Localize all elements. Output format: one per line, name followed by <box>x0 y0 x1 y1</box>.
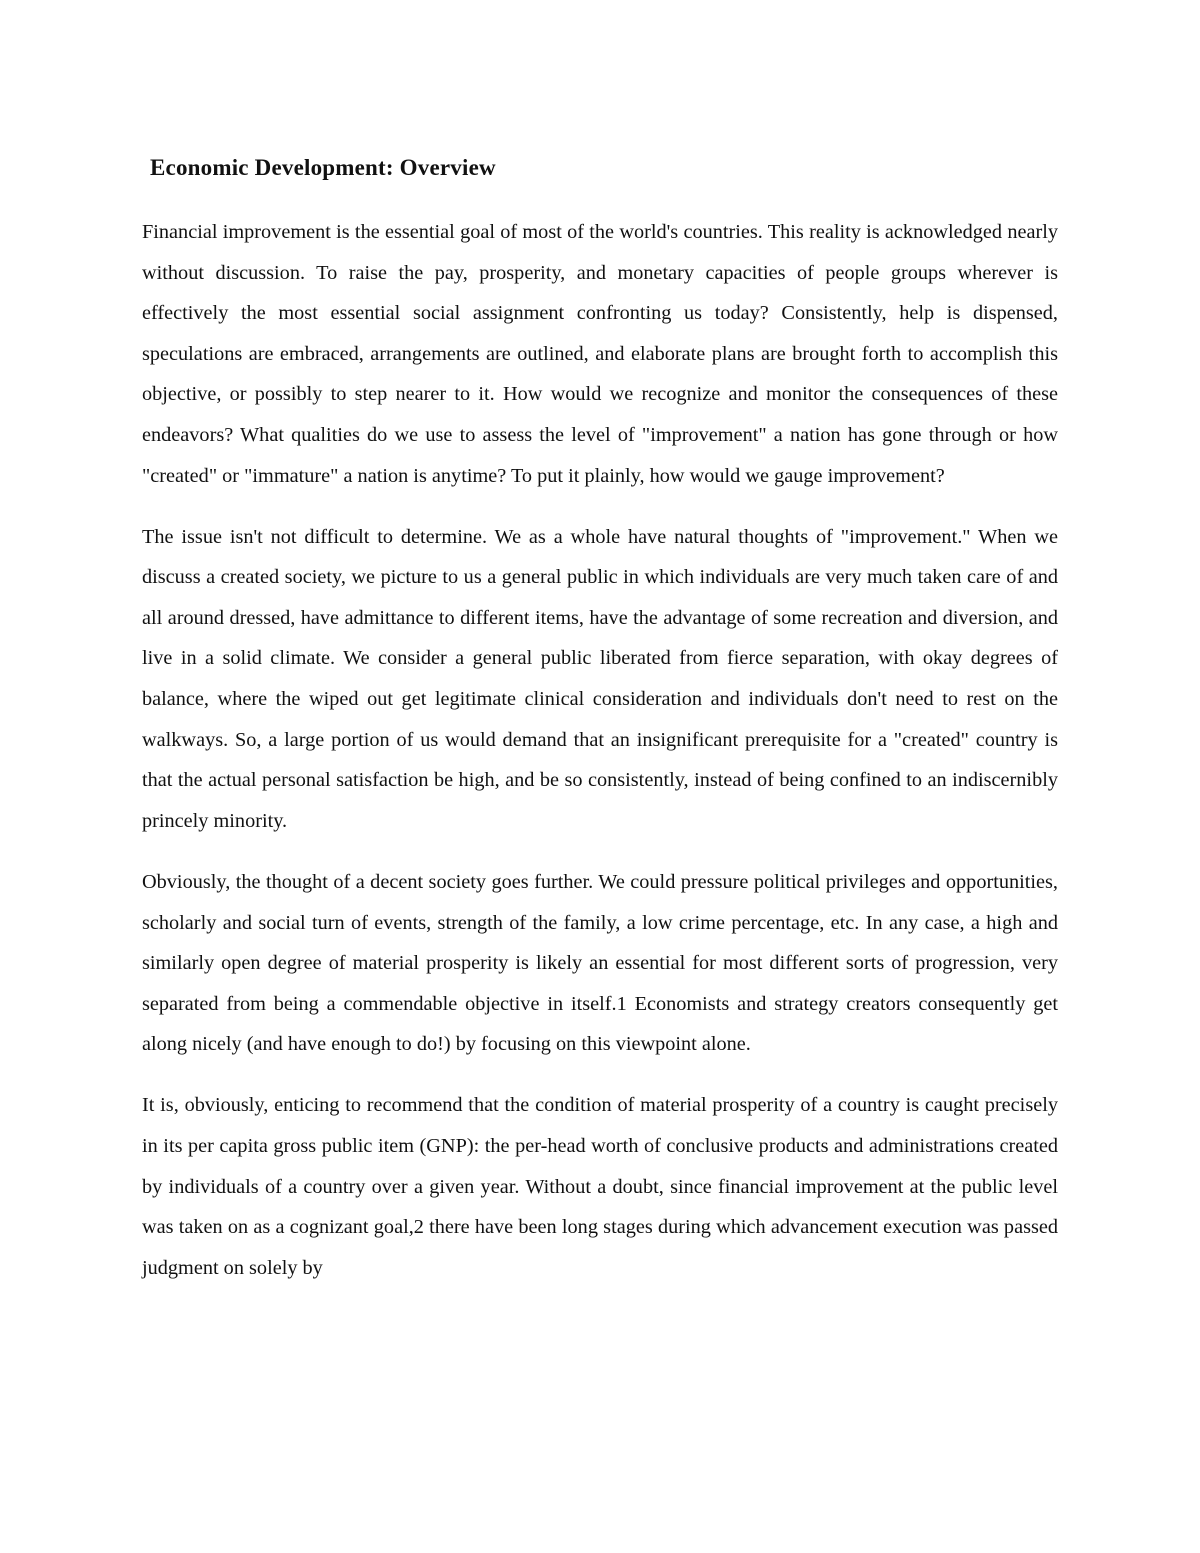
paragraph-1: Financial improvement is the essential goal of most of the world's countries. This reality is acknowledged nearly without discussion. To raise the pay, prosperity, and monetary capacities of people groups wherever is effectively the most essential social assignment confronting us today? Consistently, help is dispensed, speculations are embraced, arrangements are outlined, and elaborate plans are brought forth to accomplish this objective, or possibly to step nearer to it. How would we recognize and monitor the consequences of these endeavors? What qualities do we use to assess the level of "improvement" a nation has gone through or how "created" or "immature" a nation is anytime? To put it plainly, how would we gauge improvement? <box>142 221 1058 487</box>
page-title: Economic Development: Overview <box>150 155 496 180</box>
document-body <box>142 212 1058 1309</box>
paragraph-2: The issue isn't not difficult to determine. We as a whole have natural thoughts of "improvement." When we discuss a created society, we picture to us a general public in which individuals are very much taken care of and all around dressed, have admittance to different items, have the advantage of some recreation and diversion, and live in a solid climate. We consider a general public liberated from fierce separation, with okay degrees of balance, where the wiped out get legitimate clinical consideration and individuals don't need to rest on the walkways. So, a large portion of us would demand that an insignificant prerequisite for a "created" country is that the actual personal satisfaction be high, and be so consistently, instead of being confined to an indiscernibly princely minority. <box>142 525 1058 832</box>
paragraph-4: It is, obviously, enticing to recommend that the condition of material prosperity of a country is caught precisely in its per capita gross public item (GNP): the per-head worth of conclusive products and administrations created by individuals of a country over a given year. Without a doubt, since financial improvement at the public level was taken on as a cognizant goal,2 there have been long stages during which advancement execution was passed judgment on solely by <box>142 1094 1058 1279</box>
paragraph-3: Obviously, the thought of a decent society goes further. We could pressure political privileges and opportunities, scholarly and social turn of events, strength of the family, a low crime percentage, etc. In any case, a high and similarly open degree of material prosperity is likely an essential for most different sorts of progression, very separated from being a commendable objective in itself.1 Economists and strategy creators consequently get along nicely (and have enough to do!) by focusing on this viewpoint alone. <box>142 870 1058 1056</box>
